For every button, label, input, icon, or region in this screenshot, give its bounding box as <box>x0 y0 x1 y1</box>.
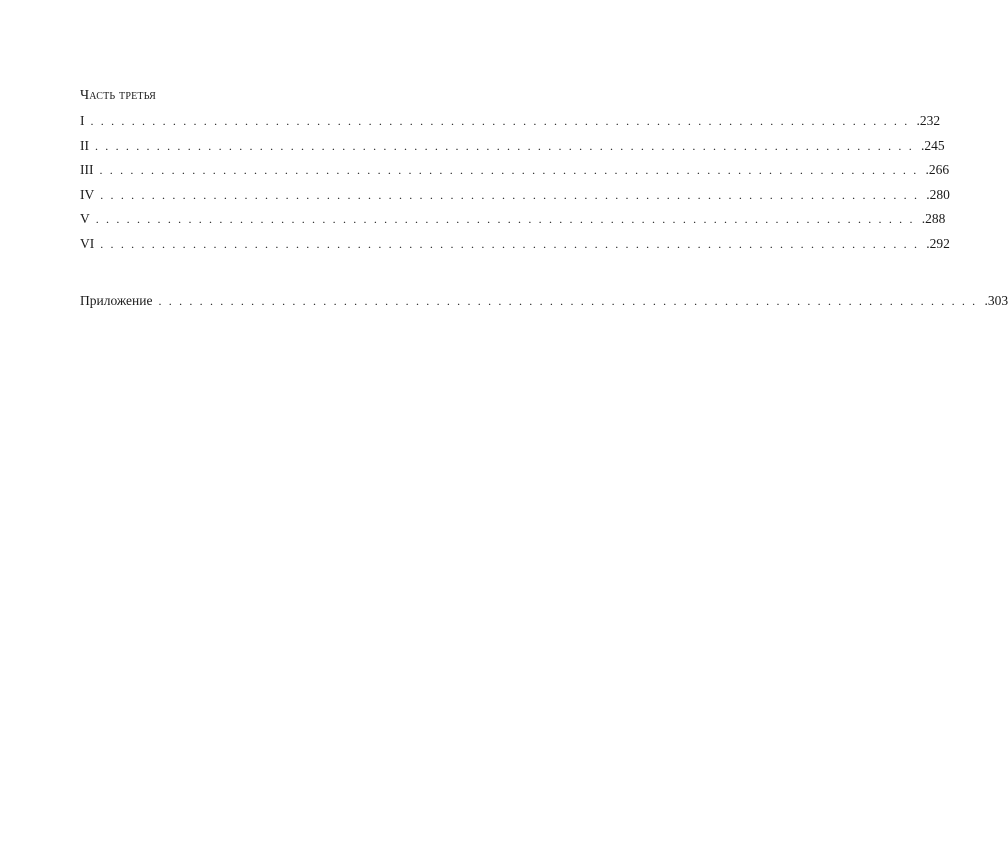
toc-entry-page: .292 <box>926 235 950 251</box>
section-heading: Часть третья <box>80 88 157 103</box>
toc-entry-label: III <box>80 162 94 178</box>
toc-entry <box>80 185 950 210</box>
toc-entry <box>80 234 950 259</box>
section-spacer <box>80 259 472 291</box>
toc-entry-label: VI <box>80 235 95 251</box>
toc-entry-label: IV <box>80 186 95 202</box>
toc-entry <box>80 111 941 136</box>
toc-entry-label: I <box>80 113 85 128</box>
toc-entry-page: .245 <box>921 137 945 153</box>
toc-entry-page: .280 <box>926 186 950 202</box>
toc-entry-label: Приложение <box>80 292 153 308</box>
toc-entry <box>80 160 950 185</box>
toc-entry-label: II <box>80 137 89 153</box>
dot-leader: ................................................................................ <box>100 236 925 251</box>
dot-leader: ................................................................................ <box>95 212 920 227</box>
dot-leader: ................................................................................ <box>100 187 925 202</box>
toc-entry-label: V <box>80 211 90 227</box>
dot-leader: ................................................................................ <box>99 163 924 178</box>
toc-entry <box>80 136 945 161</box>
table-of-contents <box>80 86 1008 315</box>
toc-entry-page: .303 <box>984 292 1008 308</box>
toc-entry-page: .232 <box>916 113 941 128</box>
toc-entry <box>80 209 946 234</box>
dot-leader: ................................................................................ <box>90 114 915 128</box>
dot-leader: ................................................................................ <box>95 138 919 153</box>
toc-entry-page: .288 <box>921 211 946 227</box>
toc-entry-page: .266 <box>925 162 950 178</box>
dot-leader: ................................................................................ <box>158 293 983 308</box>
toc-appendix-entry <box>80 291 1008 316</box>
